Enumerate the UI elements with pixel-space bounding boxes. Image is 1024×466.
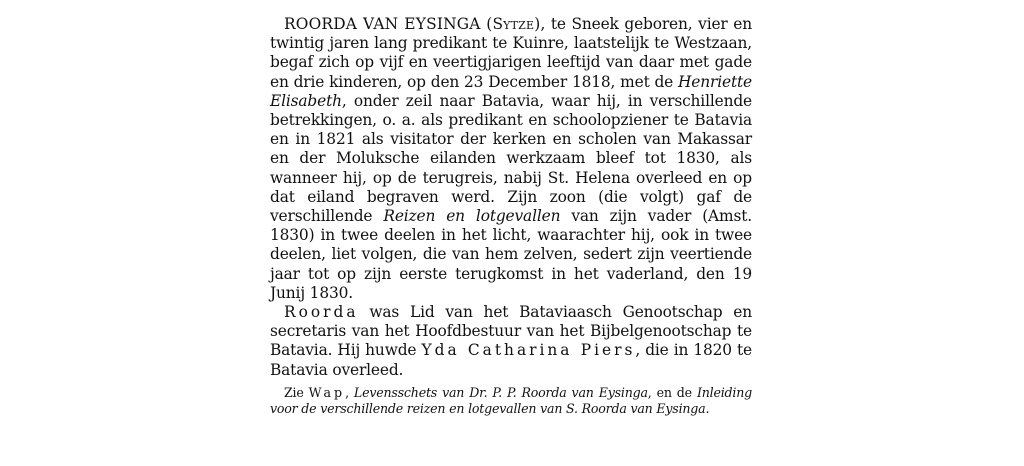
entry-given-name: (Sytze) — [486, 15, 541, 33]
cropped-header-edge — [270, 0, 752, 2]
note-text: , en de — [647, 384, 697, 400]
document-page — [270, 0, 752, 417]
note-text: , — [345, 384, 354, 400]
entry-surname: ROORDA VAN EYSINGA — [284, 15, 481, 33]
note-title-2: Inleiding voor de verschillende reizen en lotgevallen van S. Roorda van Eysinga — [270, 384, 752, 416]
note-author: Wap — [308, 384, 346, 400]
ship-name: Henriette Elisabeth — [270, 72, 752, 110]
entry-text: , die in 1820 te Batavia overleed. — [270, 341, 752, 379]
entry-lead-name: Roorda — [284, 303, 359, 322]
entry-paragraph-1 — [270, 15, 752, 303]
book-title: Reizen en lotgevallen — [383, 207, 561, 226]
note-text: Zie — [284, 384, 309, 400]
entry-text: van zijn vader (Amst. 1830) in twee deelen in het licht, waarachter hij, ook in twee deelen, liet volgen, die van hem zelven, sedert zijn veertiende jaar tot op zijn eerste terugkomst in het vaderland, den 19 Junij 1830. — [270, 207, 752, 302]
entry-text: , onder zeil naar Batavia, waar hij, in verschillende betrekkingen, o. a. als predikant en schoolopziener te Batavia en in 1821 als visitator der kerken en scholen van Makassar en der Moluksche eilanden werkzaam bleef tot 1830, als wanneer hij, op de terugreis, nabij St. Helena overleed en op dat eiland begraven werd. Zijn zoon (die volgt) gaf de verschillende — [270, 91, 752, 226]
entry-text: was Lid van het Bataviaasch Genootschap en secretaris van het Hoofdbestuur van het Bijbelgenootschap te Batavia. Hij huwde — [270, 303, 752, 360]
reference-note — [270, 385, 752, 417]
note-text: . — [705, 400, 710, 416]
wife-name: Yda Catharina Piers — [421, 341, 636, 360]
entry-paragraph-2 — [270, 303, 752, 380]
entry-text: , te Sneek geboren, vier en twintig jaren lang predikant te Kuinre, laatstelijk te Westzaan, begaf zich op vijf en veertigjarigen leeftijd van daar met gade en drie kinderen, op den 23 December 1818, met de — [270, 15, 752, 91]
note-title-1: Levensschets van Dr. P. P. Roorda van Eysinga — [353, 384, 648, 400]
